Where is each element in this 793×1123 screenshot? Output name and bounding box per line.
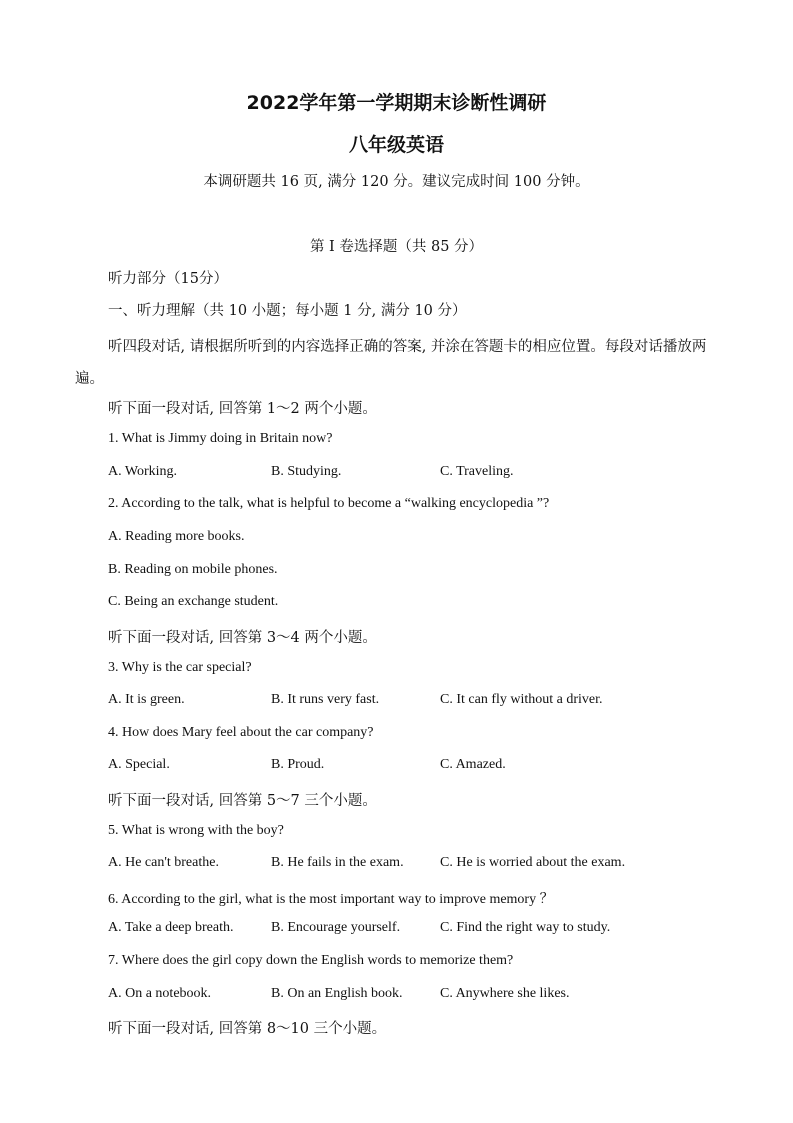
q3-option-a: A. It is green. <box>108 692 185 707</box>
question-5: 5. What is wrong with the boy? <box>108 823 284 838</box>
question-3: 3. Why is the car special? <box>108 660 252 675</box>
question-4: 4. How does Mary feel about the car company? <box>108 725 374 740</box>
listening-instruction: 听四段对话, 请根据所听到的内容选择正确的答案, 并涂在答题卡的相应位置。每段对话播放两遍。 <box>75 339 707 387</box>
q7-option-c: C. Anywhere she likes. <box>440 986 570 1001</box>
q6-option-c: C. Find the right way to study. <box>440 920 611 935</box>
q2-option-b: B. Reading on mobile phones. <box>108 562 278 577</box>
q6-option-b: B. Encourage yourself. <box>271 920 401 935</box>
exam-note: 本调研题共 16 页, 满分 120 分。建议完成时间 100 分钟。 <box>203 174 590 190</box>
dialog-1-intro: 听下面一段对话, 回答第 1～2 两个小题。 <box>108 401 377 417</box>
listening-part: 听力部分（15分） <box>108 271 228 287</box>
q4-option-b: B. Proud. <box>271 757 325 772</box>
listening-heading: 一、听力理解（共 10 小题；每小题 1 分, 满分 10 分） <box>108 303 467 319</box>
q4-option-c: C. Amazed. <box>440 757 506 772</box>
q1-option-a: A. Working. <box>108 464 178 479</box>
section-title: 第 I 卷选择题（共 85 分） <box>309 239 484 255</box>
question-2: 2. According to the talk, what is helpful to become a “walking encyclopedia ”? <box>108 496 550 511</box>
q2-option-c: C. Being an exchange student. <box>108 594 279 609</box>
q1-option-c: C. Traveling. <box>440 464 514 479</box>
question-6: 6. According to the girl, what is the most important way to improve memory ？ <box>108 892 554 907</box>
q3-option-c: C. It can fly without a driver. <box>440 692 603 707</box>
dialog-4-intro: 听下面一段对话, 回答第 8～10 三个小题。 <box>108 1021 387 1037</box>
q1-option-b: B. Studying. <box>271 464 342 479</box>
exam-title: 2022学年第一学期期末诊断性调研 <box>246 92 547 114</box>
question-1: 1. What is Jimmy doing in Britain now? <box>108 431 333 446</box>
q7-option-b: B. On an English book. <box>271 986 403 1001</box>
q7-option-a: A. On a notebook. <box>108 986 212 1001</box>
q2-option-a: A. Reading more books. <box>108 529 245 544</box>
exam-subject: 八年级英语 <box>348 134 444 156</box>
q5-option-a: A. He can't breathe. <box>108 855 219 870</box>
q3-option-b: B. It runs very fast. <box>271 692 380 707</box>
q6-option-a: A. Take a deep breath. <box>108 920 234 935</box>
q5-option-c: C. He is worried about the exam. <box>440 855 626 870</box>
dialog-3-intro: 听下面一段对话, 回答第 5～7 三个小题。 <box>108 793 377 809</box>
question-7: 7. Where does the girl copy down the English words to memorize them? <box>108 953 514 968</box>
dialog-2-intro: 听下面一段对话, 回答第 3～4 两个小题。 <box>108 630 377 646</box>
q5-option-b: B. He fails in the exam. <box>271 855 404 870</box>
q4-option-a: A. Special. <box>108 757 170 772</box>
